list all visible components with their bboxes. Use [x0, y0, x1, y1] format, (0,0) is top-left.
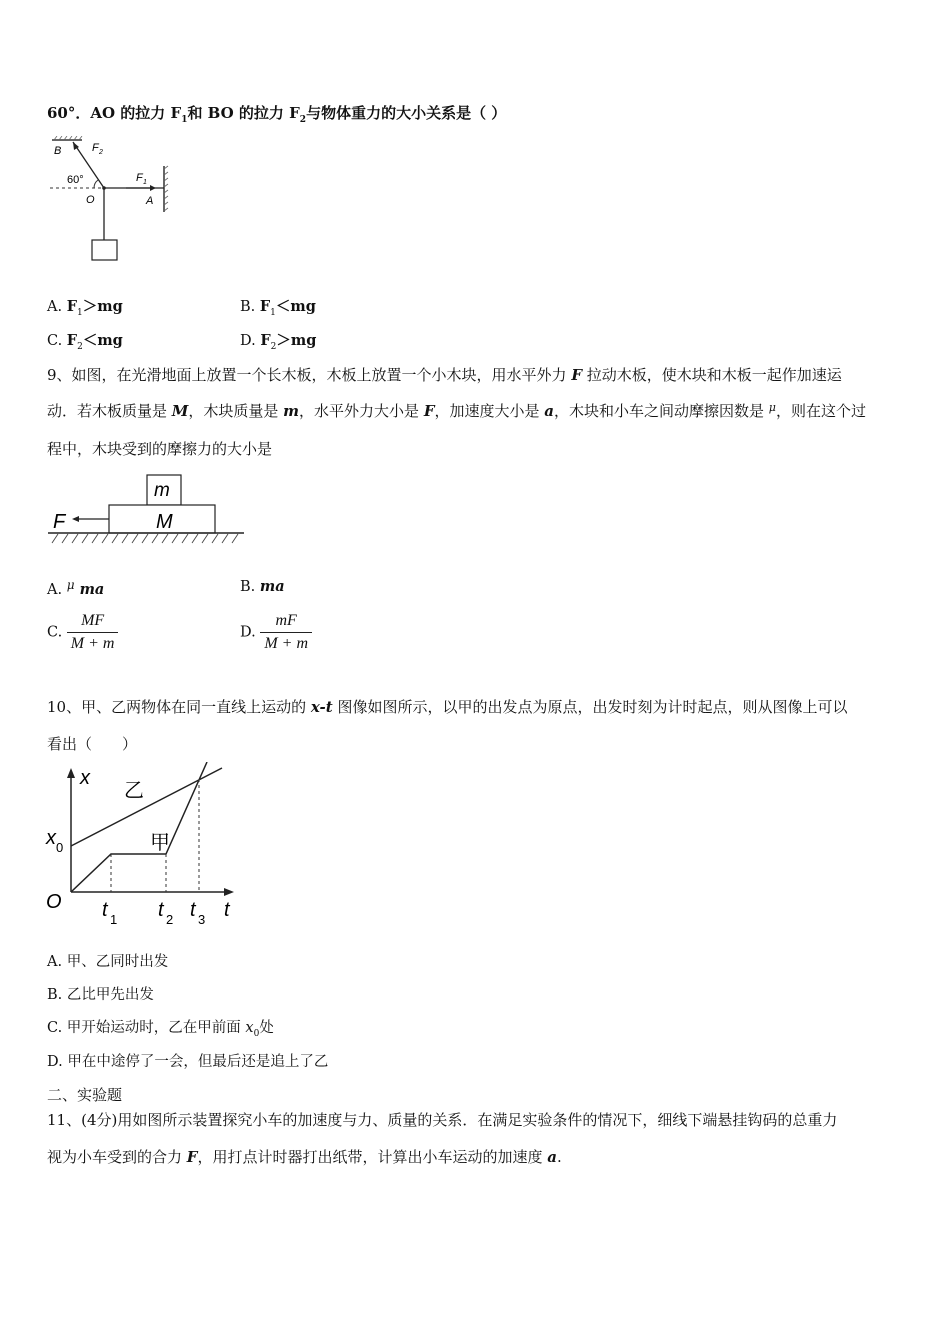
- label-f1: F: [136, 172, 143, 184]
- label-o: O: [86, 194, 95, 206]
- q9-stem-line1: 9、如图，在光滑地面上放置一个长木板，木板上放置一个小木块，用水平外力 F 拉动木板，使木块和木板一起作加速运: [47, 366, 842, 384]
- section-heading: 二、实验题: [47, 1086, 123, 1104]
- q9-stem-line2: 动．若木板质量是 M，木块质量是 m，水平外力大小是 F，加速度大小是 a，木块和小车之间动摩擦因数是 $^\mu$，则在这个过: [47, 401, 866, 420]
- q10-option-c: C. 甲开始运动时，乙在甲前面 $x_0$处: [47, 1020, 274, 1039]
- q10-stem-line2: 看出（ ）: [47, 735, 138, 753]
- yi-label: 乙: [124, 780, 144, 802]
- q9-option-d: D. $\frac{mF}{M + m}$: [240, 612, 312, 653]
- q8-force-diagram: [46, 136, 176, 266]
- label-m-small: m: [154, 480, 170, 501]
- x0-label: x: [46, 827, 56, 849]
- label-f2-sub: 2: [99, 149, 103, 156]
- q11-stem-line1: 11、(4分)用如图所示装置探究小车的加速度与力、质量的关系．在满足实验条件的情况下，细线下端悬挂钩码的总重力: [47, 1111, 838, 1129]
- q10-xt-graph: [44, 762, 244, 932]
- q8-option-a: A. $F_1>mg$: [47, 298, 123, 318]
- q9-option-c: C. $\frac{MF}{M + m}$: [47, 612, 118, 653]
- q11-stem-line2: 视为小车受到的合力 F，用打点计时器打出纸带，计算出小车运动的加速度 a.: [47, 1148, 562, 1166]
- q10-stem-line1: 10、甲、乙两物体在同一直线上运动的 x-t 图像如图所示，以甲的出发点为原点，出发时刻为计时起点，则从图像上可以: [47, 698, 848, 716]
- q10-option-a: A. 甲、乙同时出发: [47, 954, 169, 970]
- t2-sub: 2: [166, 912, 174, 927]
- fraction-c: $\frac{MF}{M + m}$: [67, 612, 119, 653]
- q8-option-b: B. $F_1<mg$: [240, 298, 316, 318]
- q10-option-d: D. 甲在中途停了一会，但最后还是追上了乙: [47, 1054, 329, 1070]
- label-f1-sub: 1: [143, 179, 147, 186]
- label-angle: 60°: [67, 174, 84, 186]
- q8-option-d: D. $F_2>mg$: [240, 332, 317, 352]
- q9-option-a: A. $^\mu$ ma: [47, 578, 105, 598]
- t3-sub: 3: [198, 912, 206, 927]
- origin-label: O: [46, 891, 62, 913]
- label-a: A: [146, 195, 154, 207]
- x0-sub: 0: [56, 840, 64, 855]
- q9-option-b: B. ma: [240, 578, 285, 595]
- q9-board-diagram: [46, 470, 246, 550]
- q9-stem-line3: 程中，木块受到的摩擦力的大小是: [47, 440, 273, 458]
- t3-label: t: [190, 899, 196, 921]
- axis-x-label: x: [80, 767, 90, 789]
- jia-label: 甲: [150, 832, 170, 854]
- t1-label: t: [102, 899, 108, 921]
- label-m-big: M: [156, 511, 173, 533]
- fraction-d: $\frac{mF}{M + m}$: [260, 612, 312, 653]
- q8-option-c: C. $F_2<mg$: [47, 332, 123, 352]
- q8-stem: 60°．AO 的拉力 $F_1$和 BO 的拉力 $F_2$与物体重力的大小关系是（ ）: [47, 104, 507, 125]
- q10-option-b: B. 乙比甲先出发: [47, 987, 154, 1003]
- axis-t-label: t: [224, 899, 230, 921]
- t2-label: t: [158, 899, 164, 921]
- t1-sub: 1: [110, 912, 118, 927]
- label-f: F: [53, 511, 66, 533]
- label-b: B: [54, 145, 62, 157]
- label-f2: F: [92, 142, 99, 154]
